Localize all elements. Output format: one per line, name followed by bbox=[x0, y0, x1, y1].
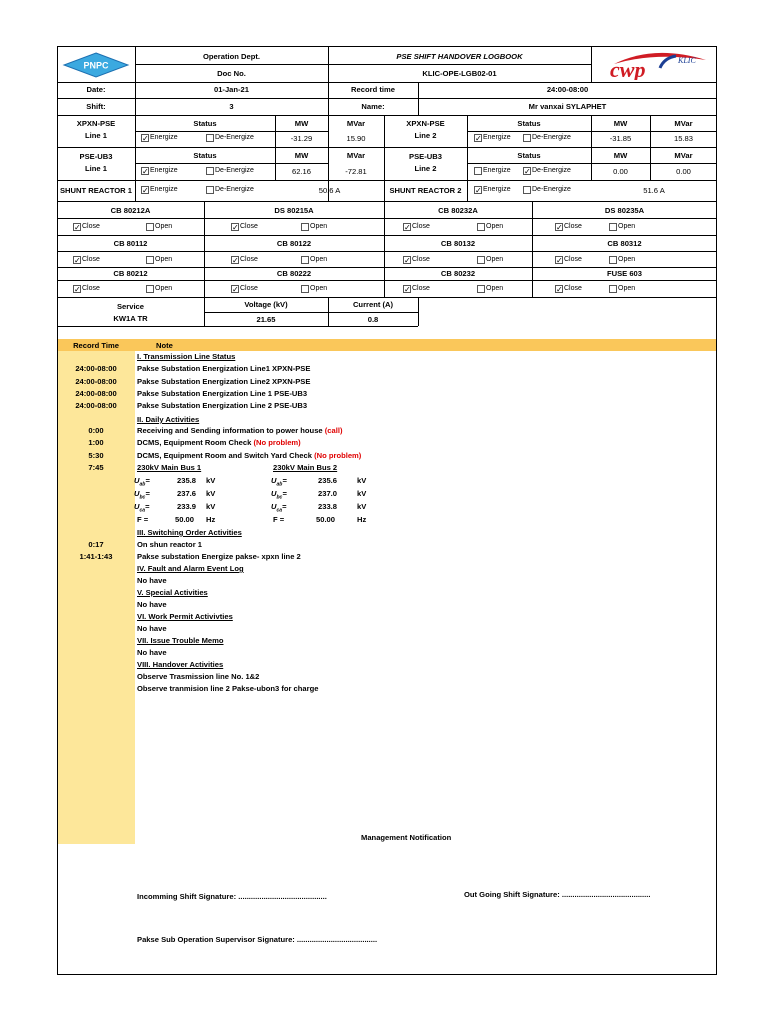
xpxn-line2-mvar: 15.83 bbox=[673, 134, 693, 143]
record-time-value: 24:00-08:00 bbox=[546, 85, 589, 94]
section-work-permit: VI. Work Permit Activivties bbox=[137, 612, 233, 621]
xpxn-line2-mw: -31.85 bbox=[609, 134, 632, 143]
operation-dept: Operation Dept. bbox=[203, 52, 260, 61]
unit-kv: kV bbox=[206, 502, 216, 511]
doc-no-label: Doc No. bbox=[217, 69, 246, 78]
doc-no-value: KLIC-OPE-LGB02-01 bbox=[422, 69, 497, 78]
grid-line bbox=[57, 115, 717, 116]
name-value: Mr vanxai SYLAPHET bbox=[528, 102, 607, 111]
log-time: 24:00-08:00 bbox=[75, 389, 117, 398]
open-label: Open bbox=[310, 223, 328, 230]
open-checkbox[interactable] bbox=[301, 256, 309, 264]
grid-line bbox=[57, 147, 717, 148]
grid-line bbox=[57, 98, 717, 99]
outgoing-shift-signature[interactable]: Out Going Shift Signature: .......................................... bbox=[464, 890, 651, 899]
log-time: 24:00-08:00 bbox=[75, 377, 117, 386]
open-label: Open bbox=[310, 256, 328, 263]
current-value: 0.8 bbox=[367, 315, 379, 324]
xpxn-line1-sub: Line 1 bbox=[85, 131, 107, 140]
breaker-label: CB 80232A bbox=[438, 206, 478, 215]
breaker-label: CB 80312 bbox=[607, 239, 642, 248]
svg-text:cwp: cwp bbox=[610, 57, 646, 80]
mw-header: MW bbox=[613, 119, 628, 128]
voltage-header: Voltage (kV) bbox=[244, 300, 288, 309]
open-label: Open bbox=[155, 223, 173, 230]
uca-label: $U_{ca}=$ bbox=[271, 502, 287, 514]
energize-label: Energize bbox=[150, 186, 178, 193]
grid-line bbox=[57, 251, 717, 252]
close-checkbox[interactable]: ✓ bbox=[74, 223, 81, 232]
freq-label: F = bbox=[137, 515, 149, 524]
unit-hz: Hz bbox=[206, 515, 216, 524]
open-checkbox[interactable] bbox=[301, 223, 309, 231]
breaker-label: CB 80222 bbox=[276, 269, 312, 278]
service-transformer: KW1A TR bbox=[113, 314, 148, 323]
close-checkbox[interactable]: ✓ bbox=[556, 285, 563, 294]
close-label: Close bbox=[564, 223, 582, 230]
grid-line bbox=[57, 82, 717, 83]
log-note: Receiving and Sending information to power house (call) bbox=[137, 426, 343, 435]
open-checkbox[interactable] bbox=[146, 223, 154, 231]
log-note: Pakse Substation Energization Line 1 PSE-UB3 bbox=[137, 389, 308, 398]
grid-line bbox=[57, 326, 418, 327]
open-label: Open bbox=[155, 285, 173, 292]
pse-line2-name: PSE-UB3 bbox=[409, 152, 442, 161]
logbook-title: PSE SHIFT HANDOVER LOGBOOK bbox=[396, 52, 523, 61]
open-checkbox[interactable] bbox=[477, 285, 485, 293]
log-time: 5:30 bbox=[88, 451, 104, 460]
deenergize-label: De-Energize bbox=[215, 134, 254, 141]
close-label: Close bbox=[82, 223, 100, 230]
close-checkbox[interactable]: ✓ bbox=[74, 256, 81, 265]
bus1-uca: 233.9 bbox=[177, 502, 197, 511]
breaker-label: CB 80112 bbox=[113, 239, 148, 248]
close-checkbox[interactable]: ✓ bbox=[232, 285, 239, 294]
grid-line bbox=[204, 312, 418, 313]
note-header: Note bbox=[156, 341, 173, 350]
open-label: Open bbox=[486, 223, 504, 230]
log-note: Pakse Substation Energization Line2 XPXN-PSE bbox=[137, 377, 311, 386]
xpxn-line2-name: XPXN-PSE bbox=[406, 119, 445, 128]
status-header: Status bbox=[517, 119, 541, 128]
breaker-label: CB 80132 bbox=[440, 239, 476, 248]
log-time: 0:00 bbox=[88, 426, 104, 435]
grid-line bbox=[135, 163, 328, 164]
log-time: 24:00-08:00 bbox=[75, 401, 117, 410]
open-label: Open bbox=[618, 285, 636, 292]
unit-kv: kV bbox=[357, 489, 367, 498]
breaker-label: DS 80215A bbox=[274, 206, 314, 215]
shunt-reactor1-current: 50.6 A bbox=[318, 186, 341, 195]
grid-line bbox=[57, 201, 717, 202]
cwp-klic-logo bbox=[594, 50, 714, 80]
log-note: DCMS, Equipment Room Check (No problem) bbox=[137, 438, 301, 447]
close-checkbox[interactable]: ✓ bbox=[404, 285, 411, 294]
close-checkbox[interactable]: ✓ bbox=[556, 223, 563, 232]
mw-header: MW bbox=[613, 151, 628, 160]
bus1-title: 230kV Main Bus 1 bbox=[137, 463, 202, 472]
uab-label: $U_{ab}=$ bbox=[271, 476, 287, 488]
voltage-value: 21.65 bbox=[256, 315, 276, 324]
open-label: Open bbox=[618, 256, 636, 263]
grid-line bbox=[57, 297, 717, 298]
breaker-label: DS 80235A bbox=[604, 206, 645, 215]
section-switching: III. Switching Order Activities bbox=[137, 528, 242, 537]
shift-label: Shift: bbox=[86, 102, 106, 111]
deenergize-label: De-Energize bbox=[215, 167, 254, 174]
ubc-label: $U_{bc}=$ bbox=[134, 489, 150, 501]
close-label: Close bbox=[240, 285, 258, 292]
shunt-reactor2-current: 51.6 A bbox=[643, 186, 665, 195]
ubc-label: $U_{bc}=$ bbox=[271, 489, 287, 501]
grid-line bbox=[57, 218, 717, 219]
bus2-title: 230kV Main Bus 2 bbox=[273, 463, 338, 472]
log-note: No have bbox=[137, 648, 167, 657]
deenergize-checkbox[interactable] bbox=[206, 167, 214, 175]
mvar-header: MVar bbox=[346, 119, 366, 128]
grid-line bbox=[57, 235, 717, 236]
log-note: No have bbox=[137, 600, 167, 609]
xpxn-line1-mw: -31.29 bbox=[290, 134, 313, 143]
open-label: Open bbox=[310, 285, 328, 292]
section-handover: VIII. Handover Activities bbox=[137, 660, 224, 669]
grid-line bbox=[418, 297, 419, 326]
log-note: Observe tranmision line 2 Pakse-ubon3 for charge bbox=[137, 684, 319, 693]
pse-line2-mw: 0.00 bbox=[613, 167, 628, 176]
unit-kv: kV bbox=[357, 476, 367, 485]
name-label: Name: bbox=[361, 102, 385, 111]
bus2-freq: 50.00 bbox=[316, 515, 336, 524]
open-label: Open bbox=[618, 223, 636, 230]
open-checkbox[interactable] bbox=[301, 285, 309, 293]
grid-line bbox=[135, 64, 591, 65]
close-checkbox[interactable]: ✓ bbox=[556, 256, 563, 265]
close-label: Close bbox=[412, 223, 430, 230]
unit-kv: kV bbox=[357, 502, 367, 511]
bus1-freq: 50.00 bbox=[175, 515, 195, 524]
xpxn-line1-mvar: 15.90 bbox=[346, 134, 366, 143]
open-label: Open bbox=[155, 256, 173, 263]
section-transmission-status: I. Transmission Line Status bbox=[137, 352, 236, 361]
log-note: DCMS, Equipment Room and Switch Yard Check (No problem) bbox=[137, 451, 362, 460]
close-label: Close bbox=[82, 256, 100, 263]
shift-value: 3 bbox=[229, 102, 234, 111]
date-label: Date: bbox=[86, 85, 106, 94]
breaker-label: CB 80212 bbox=[113, 269, 148, 278]
unit-kv: kV bbox=[206, 489, 216, 498]
log-note: Observe Trasmission line No. 1&2 bbox=[137, 672, 260, 681]
close-checkbox[interactable]: ✓ bbox=[232, 223, 239, 232]
section-daily-activities: II. Daily Activities bbox=[137, 415, 200, 424]
breaker-label: CB 80122 bbox=[276, 239, 312, 248]
record-time-header: Record Time bbox=[73, 341, 119, 350]
close-label: Close bbox=[240, 223, 258, 230]
open-checkbox[interactable] bbox=[609, 256, 617, 264]
unit-hz: Hz bbox=[357, 515, 367, 524]
xpxn-line2-sub: Line 2 bbox=[414, 131, 437, 140]
mvar-header: MVar bbox=[346, 151, 366, 160]
pse-line1-mw: 62.16 bbox=[291, 167, 311, 176]
close-checkbox[interactable]: ✓ bbox=[232, 256, 239, 265]
close-label: Close bbox=[564, 285, 582, 292]
pse-line2-mvar: 0.00 bbox=[676, 167, 691, 176]
close-label: Close bbox=[82, 285, 100, 292]
pse-line1-sub: Line 1 bbox=[85, 164, 107, 173]
breaker-label: CB 80232 bbox=[440, 269, 476, 278]
bus1-uab: 235.8 bbox=[177, 476, 197, 485]
energize-label: Energize bbox=[150, 134, 178, 141]
status-header: Status bbox=[193, 151, 217, 160]
log-note: No have bbox=[137, 576, 167, 585]
service-label: Service bbox=[116, 302, 145, 311]
log-time: 24:00-08:00 bbox=[75, 364, 117, 373]
deenergize-label: De-Energize bbox=[532, 134, 571, 141]
pse-line2-sub: Line 2 bbox=[414, 164, 437, 173]
energize-checkbox[interactable]: ✓ bbox=[142, 167, 149, 176]
open-checkbox[interactable] bbox=[609, 223, 617, 231]
open-checkbox[interactable] bbox=[477, 223, 485, 231]
freq-label: F = bbox=[273, 515, 285, 524]
incoming-shift-signature[interactable]: Incomming Shift Signature: .......................................... bbox=[137, 892, 327, 901]
xpxn-line1-name: XPXN-PSE bbox=[76, 119, 116, 128]
energize-label: Energize bbox=[150, 167, 178, 174]
record-time-label: Record time bbox=[351, 85, 395, 94]
supervisor-signature[interactable]: Pakse Sub Operation Supervisor Signature: ...................................... bbox=[137, 935, 378, 944]
deenergize-checkbox[interactable] bbox=[523, 134, 531, 142]
pnpc-logo bbox=[60, 51, 132, 79]
bus1-ubc: 237.6 bbox=[177, 489, 197, 498]
close-label: Close bbox=[240, 256, 258, 263]
uab-label: $U_{ab}=$ bbox=[134, 476, 150, 488]
open-checkbox[interactable] bbox=[609, 285, 617, 293]
pse-line1-mvar: -72.81 bbox=[345, 167, 367, 176]
energize-checkbox[interactable]: ✓ bbox=[475, 186, 482, 195]
bus2-uab: 235.6 bbox=[318, 476, 338, 485]
log-note: Pakse Substation Energization Line1 XPXN-PSE bbox=[137, 364, 311, 373]
deenergize-label: De-Energize bbox=[532, 186, 571, 193]
energize-label: Energize bbox=[483, 186, 511, 193]
log-note: Pakse substation Energize pakse- xpxn line 2 bbox=[137, 552, 301, 561]
close-checkbox[interactable]: ✓ bbox=[404, 256, 411, 265]
close-checkbox[interactable]: ✓ bbox=[404, 223, 411, 232]
log-note: Pakse Substation Energization Line 2 PSE-UB3 bbox=[137, 401, 308, 410]
bus2-uca: 233.8 bbox=[318, 502, 338, 511]
shunt-reactor2-name: SHUNT REACTOR 2 bbox=[389, 186, 462, 195]
log-note: No have bbox=[137, 624, 167, 633]
deenergize-label: De-Energize bbox=[532, 167, 571, 174]
deenergize-checkbox[interactable]: ✓ bbox=[524, 167, 531, 176]
pse-line1-name: PSE-UB3 bbox=[79, 152, 113, 161]
energize-checkbox[interactable] bbox=[474, 167, 482, 175]
grid-line bbox=[57, 280, 717, 281]
log-time: 1:41-1:43 bbox=[79, 552, 113, 561]
section-special: V. Special Activities bbox=[137, 588, 208, 597]
deenergize-label: De-Energize bbox=[215, 186, 254, 193]
close-label: Close bbox=[412, 256, 430, 263]
grid-line bbox=[591, 46, 592, 82]
section-trouble-memo: VII. Issue Trouble Memo bbox=[137, 636, 224, 645]
deenergize-checkbox[interactable] bbox=[523, 186, 531, 194]
svg-text:KLIC: KLIC bbox=[678, 56, 696, 65]
breaker-label: CB 80212A bbox=[110, 206, 151, 215]
status-header: Status bbox=[517, 151, 541, 160]
section-fault-alarm: IV. Fault and Alarm Event Log bbox=[137, 564, 244, 573]
unit-kv: kV bbox=[206, 476, 216, 485]
shunt-reactor1-name: SHUNT REACTOR 1 bbox=[59, 186, 132, 195]
log-note: On shun reactor 1 bbox=[137, 540, 202, 549]
energize-checkbox[interactable]: ✓ bbox=[475, 134, 482, 143]
svg-text:PNPC: PNPC bbox=[83, 60, 109, 71]
energize-checkbox[interactable]: ✓ bbox=[142, 186, 149, 195]
open-label: Open bbox=[486, 256, 504, 263]
grid-line bbox=[467, 163, 717, 164]
close-label: Close bbox=[412, 285, 430, 292]
mvar-header: MVar bbox=[674, 151, 693, 160]
mw-header: MW bbox=[294, 119, 309, 128]
energize-label: Energize bbox=[483, 134, 511, 141]
current-header: Current (A) bbox=[352, 300, 394, 309]
date-value: 01-Jan-21 bbox=[213, 85, 250, 94]
log-time: 7:45 bbox=[88, 463, 104, 472]
mw-header: MW bbox=[294, 151, 309, 160]
deenergize-checkbox[interactable] bbox=[206, 186, 214, 194]
open-label: Open bbox=[486, 285, 504, 292]
log-time: 1:00 bbox=[88, 438, 104, 447]
uca-label: $U_{ca}=$ bbox=[134, 502, 150, 514]
energize-checkbox[interactable]: ✓ bbox=[142, 134, 149, 143]
mvar-header: MVar bbox=[674, 119, 693, 128]
deenergize-checkbox[interactable] bbox=[206, 134, 214, 142]
grid-line bbox=[57, 180, 717, 181]
energize-label: Energize bbox=[483, 167, 511, 174]
open-checkbox[interactable] bbox=[146, 285, 154, 293]
close-label: Close bbox=[564, 256, 582, 263]
management-notification: Management Notification bbox=[361, 833, 452, 842]
status-header: Status bbox=[193, 119, 217, 128]
open-checkbox[interactable] bbox=[146, 256, 154, 264]
bus2-ubc: 237.0 bbox=[318, 489, 338, 498]
log-time: 0:17 bbox=[88, 540, 104, 549]
open-checkbox[interactable] bbox=[477, 256, 485, 264]
close-checkbox[interactable]: ✓ bbox=[74, 285, 81, 294]
breaker-label: FUSE 603 bbox=[606, 269, 643, 278]
